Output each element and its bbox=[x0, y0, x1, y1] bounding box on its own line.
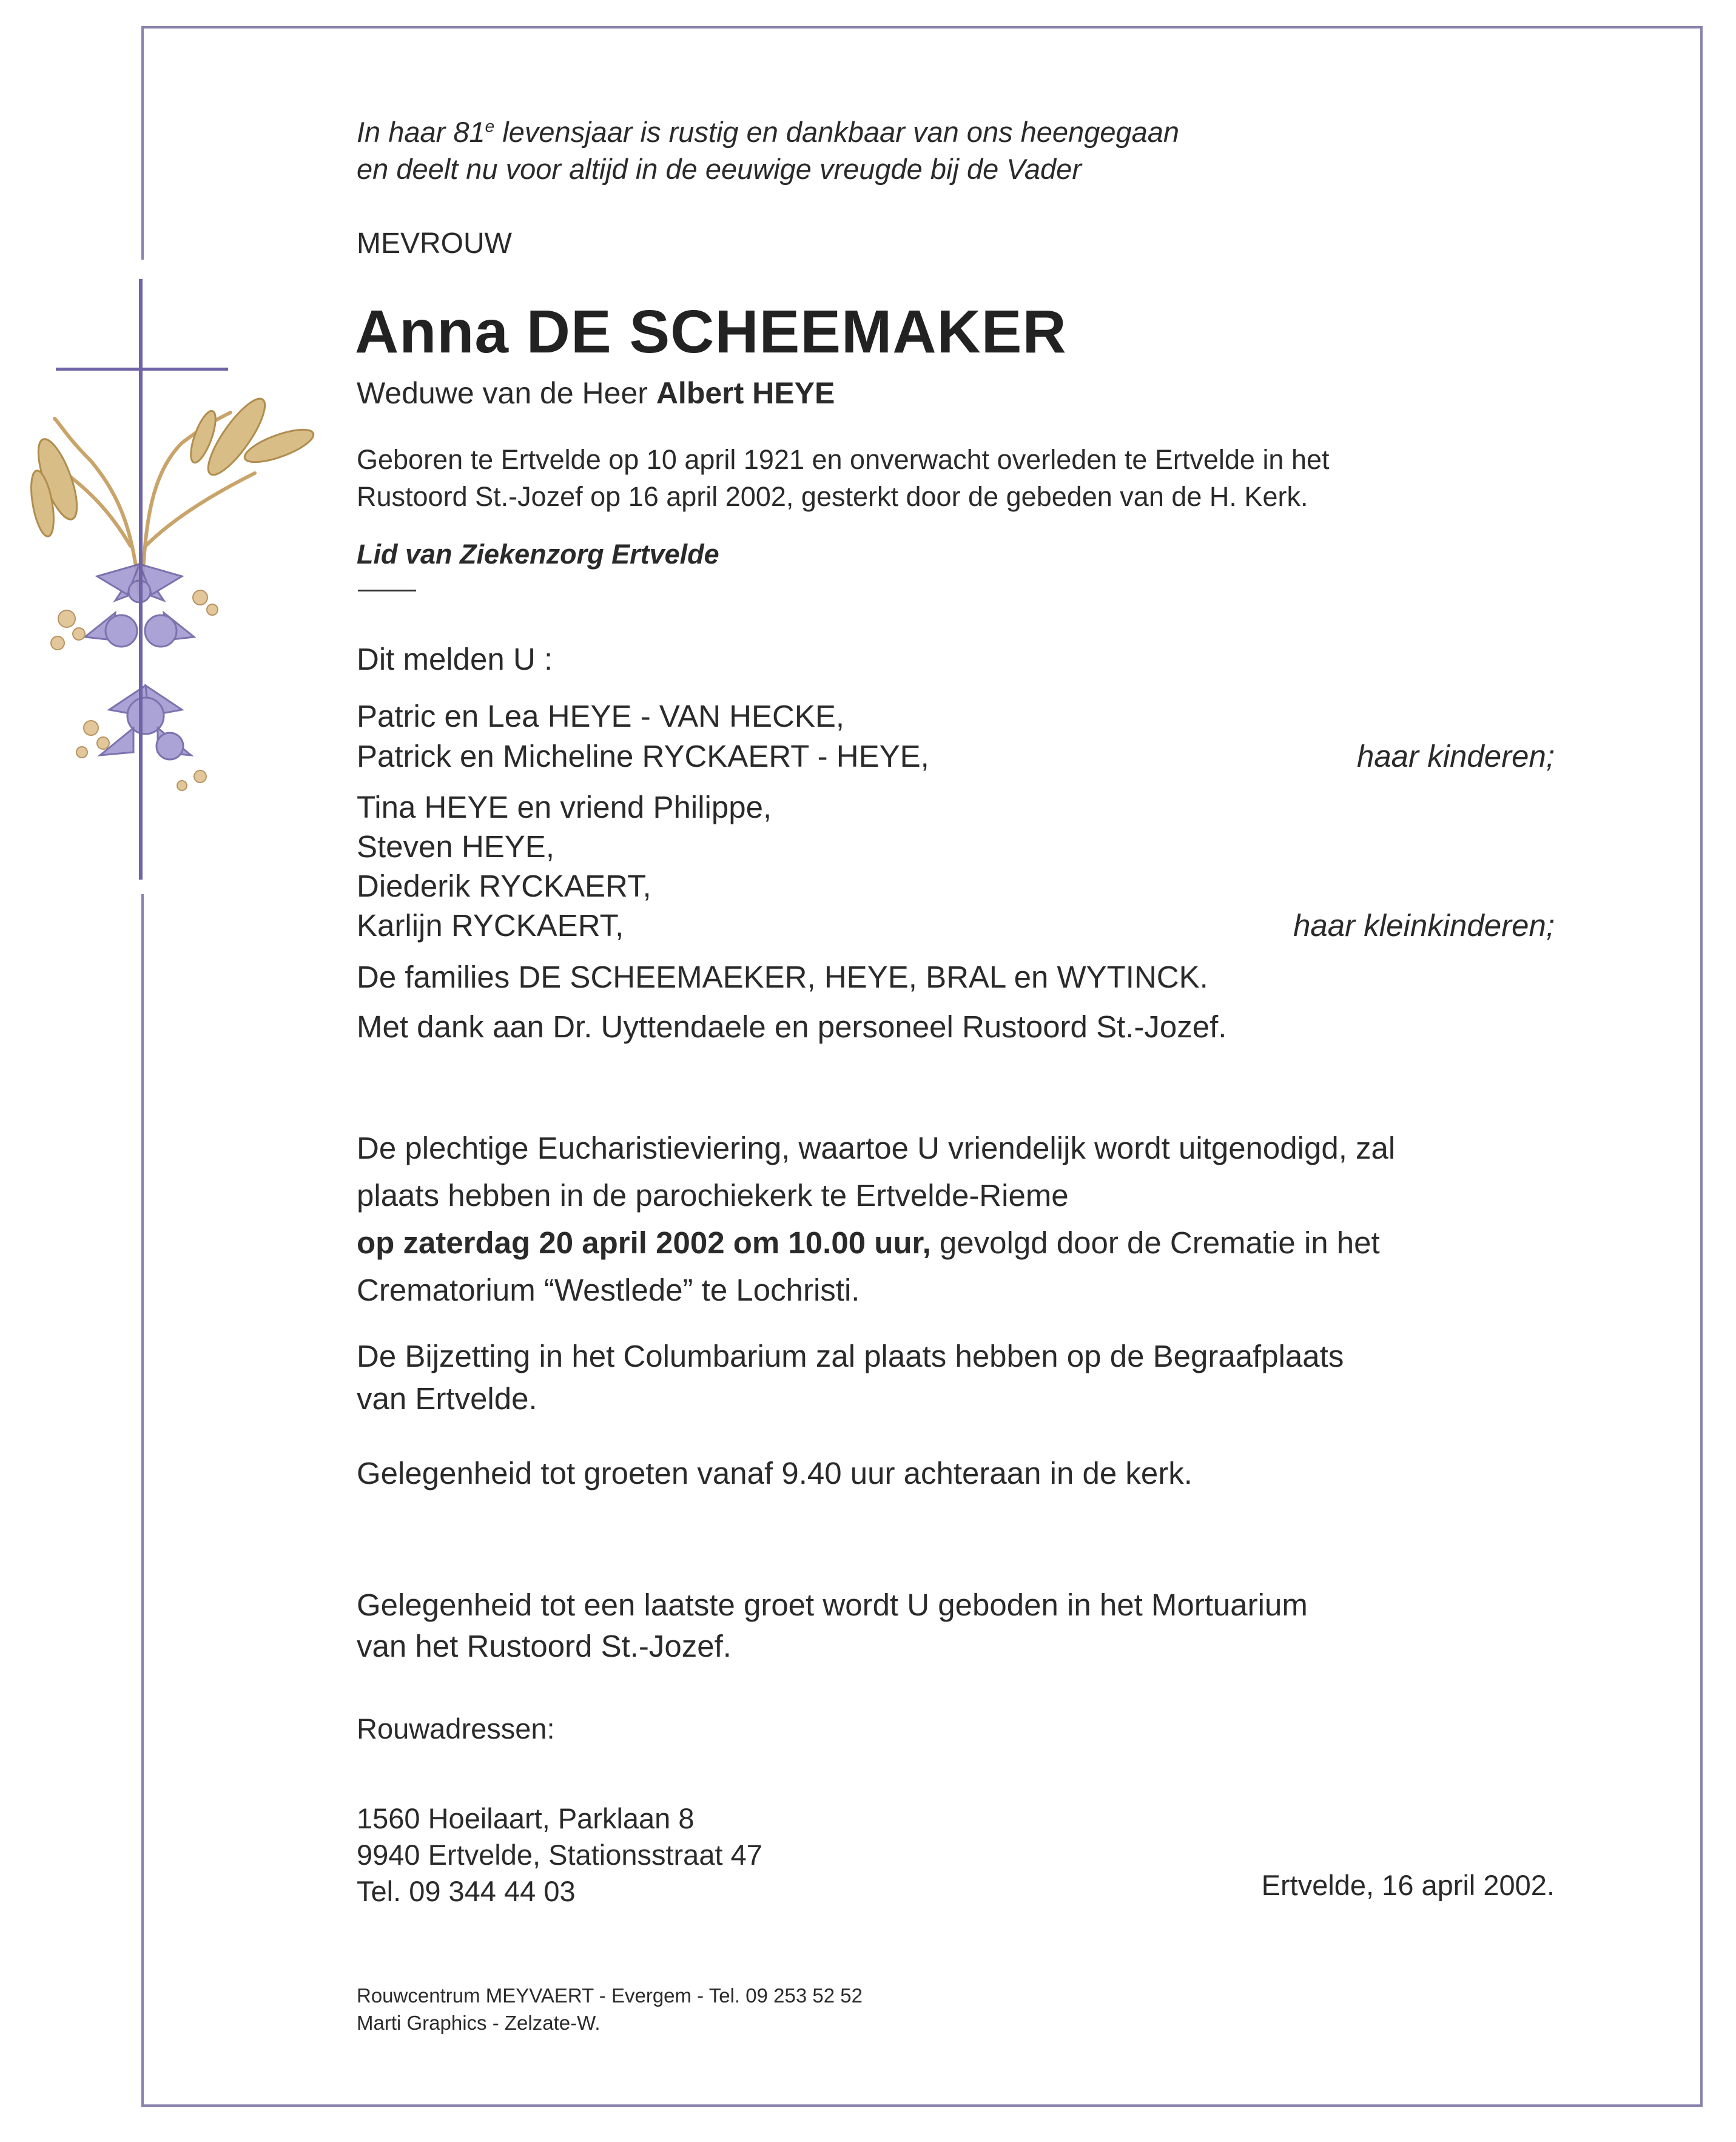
cross-with-flowers-icon bbox=[0, 0, 340, 910]
families-line: De families DE SCHEEMAEKER, HEYE, BRAL en WYTINCK. bbox=[357, 960, 1208, 994]
grandchildren-line-1: Tina HEYE en vriend Philippe, bbox=[357, 790, 772, 824]
intro-line-2: en deelt nu voor altijd in de eeuwige vreugde bij de Vader bbox=[357, 153, 1082, 185]
footer-line-1: Rouwcentrum MEYVAERT - Evergem - Tel. 09 253 52 52 bbox=[357, 1984, 863, 2007]
children-line-2: Patrick en Micheline RYCKAERT - HEYE, bbox=[357, 739, 929, 773]
ceremony-line-1: De plechtige Eucharistieviering, waartoe U vriendelijk wordt uitgenodigd, zal bbox=[357, 1131, 1396, 1165]
deceased-name: Anna DE SCHEEMAKER bbox=[355, 298, 1067, 366]
footer-line-2: Marti Graphics - Zelzate-W. bbox=[357, 2012, 601, 2034]
interment-line-2: van Ertvelde. bbox=[357, 1381, 537, 1416]
intro-prefix: In haar 81 bbox=[357, 116, 485, 148]
frame-top-line bbox=[141, 26, 1703, 29]
salutation: MEVROUW bbox=[357, 227, 512, 260]
grandchildren-line-3: Diederik RYCKAERT, bbox=[357, 869, 651, 903]
intro-suffix: levensjaar is rustig en dankbaar van ons heengegaan bbox=[494, 116, 1180, 148]
frame-right-line bbox=[1700, 26, 1703, 2107]
last-greeting-line-2: van het Rustoord St.-Jozef. bbox=[357, 1629, 732, 1663]
grandchildren-line-2: Steven HEYE, bbox=[357, 829, 554, 864]
intro-line-1 bbox=[357, 115, 1179, 149]
address-line-1: 1560 Hoeilaart, Parklaan 8 bbox=[357, 1802, 695, 1834]
interment-line-1: De Bijzetting in het Columbarium zal plaats hebben op de Begraafplaats bbox=[357, 1339, 1344, 1373]
thanks-line: Met dank aan Dr. Uyttendaele en personeel Rustoord St.-Jozef. bbox=[357, 1009, 1227, 1044]
spouse-name: Albert HEYE bbox=[656, 376, 835, 410]
children-label: haar kinderen; bbox=[1356, 739, 1555, 773]
address-line-3: Tel. 09 344 44 03 bbox=[357, 1875, 576, 1907]
addresses-heading: Rouwadressen: bbox=[357, 1713, 555, 1745]
short-divider bbox=[358, 590, 416, 591]
address-line-2: 9940 Ertvelde, Stationsstraat 47 bbox=[357, 1839, 762, 1871]
ceremony-line-3 bbox=[357, 1224, 1380, 1261]
intro-superscript: e bbox=[485, 116, 495, 136]
ceremony-line-4: Crematorium “Westlede” te Lochristi. bbox=[357, 1273, 860, 1307]
born-line-1: Geboren te Ertvelde op 10 april 1921 en onverwacht overleden te Ertvelde in het bbox=[357, 444, 1330, 475]
children-line-1: Patric en Lea HEYE - VAN HECKE, bbox=[357, 699, 845, 733]
greeting-line: Gelegenheid tot groeten vanaf 9.40 uur achteraan in de kerk. bbox=[357, 1456, 1193, 1490]
member-line: Lid van Ziekenzorg Ertvelde bbox=[357, 539, 719, 570]
announce-line: Dit melden U : bbox=[357, 642, 553, 676]
ceremony-line-2: plaats hebben in de parochiekerk te Ertvelde-Rieme bbox=[357, 1178, 1069, 1213]
frame-bottom-line bbox=[141, 2104, 1703, 2107]
last-greeting-line-1: Gelegenheid tot een laatste groet wordt U geboden in het Mortuarium bbox=[357, 1588, 1308, 1622]
ceremony-date: op zaterdag 20 april 2002 om 10.00 uur, bbox=[357, 1225, 931, 1260]
grandchildren-line-4: Karlijn RYCKAERT, bbox=[357, 908, 624, 943]
born-line-2: Rustoord St.-Jozef op 16 april 2002, gesterkt door de gebeden van de H. Kerk. bbox=[357, 481, 1308, 512]
widow-prefix: Weduwe van de Heer bbox=[357, 376, 656, 410]
ceremony-rest: gevolgd door de Crematie in het bbox=[930, 1225, 1380, 1260]
widow-line bbox=[357, 375, 835, 411]
place-date: Ertvelde, 16 april 2002. bbox=[1261, 1869, 1555, 1901]
grandchildren-label: haar kleinkinderen; bbox=[1293, 908, 1555, 943]
frame-left-line-bottom bbox=[141, 894, 144, 2107]
